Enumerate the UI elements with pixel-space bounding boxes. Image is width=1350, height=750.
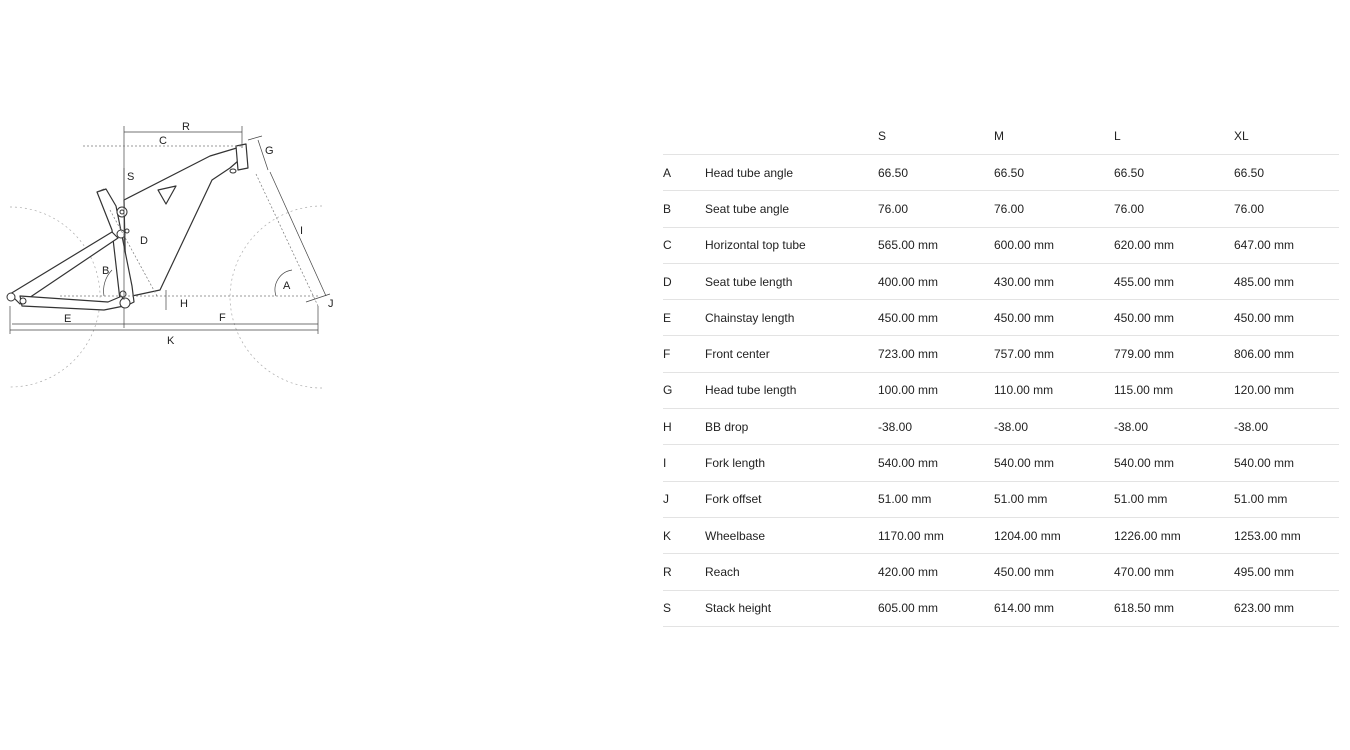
table-row [663,155,1339,191]
row-label: Fork length [705,445,878,481]
label-a: A [283,280,291,292]
cell-size-l: 115.00 mm [1114,372,1234,408]
cell-size-l: 1226.00 mm [1114,517,1234,553]
cell-size-s: 565.00 mm [878,227,994,263]
row-label: Seat tube angle [705,191,878,227]
cell-size-xl: 76.00 [1234,191,1339,227]
row-label: Fork offset [705,481,878,517]
cell-size-xl: 540.00 mm [1234,445,1339,481]
cell-size-xl: 51.00 mm [1234,481,1339,517]
cell-size-l: 470.00 mm [1114,554,1234,590]
label-g: G [265,145,274,157]
cell-size-xl: 120.00 mm [1234,372,1339,408]
cell-size-l: 618.50 mm [1114,590,1234,626]
row-letter: D [663,263,705,299]
label-e: E [64,313,72,325]
cell-size-s: 66.50 [878,155,994,191]
cell-size-xl: 806.00 mm [1234,336,1339,372]
row-label: Wheelbase [705,517,878,553]
row-label: Chainstay length [705,300,878,336]
cell-size-l: 455.00 mm [1114,263,1234,299]
row-letter: B [663,191,705,227]
row-label: Stack height [705,590,878,626]
cell-size-m: -38.00 [994,409,1114,445]
table-row [663,409,1339,445]
cell-size-l: 51.00 mm [1114,481,1234,517]
cell-size-l: -38.00 [1114,409,1234,445]
cell-size-m: 757.00 mm [994,336,1114,372]
row-label: Reach [705,554,878,590]
cell-size-m: 1204.00 mm [994,517,1114,553]
cell-size-s: 605.00 mm [878,590,994,626]
cell-size-l: 540.00 mm [1114,445,1234,481]
header-label [705,117,878,155]
label-r: R [182,121,190,133]
cell-size-xl: 495.00 mm [1234,554,1339,590]
cell-size-l: 76.00 [1114,191,1234,227]
front-wheel-arc [230,206,322,388]
row-letter: C [663,227,705,263]
label-h: H [180,298,188,310]
cell-size-m: 600.00 mm [994,227,1114,263]
table-row [663,481,1339,517]
cell-size-m: 430.00 mm [994,263,1114,299]
row-letter: G [663,372,705,408]
cell-size-xl: 647.00 mm [1234,227,1339,263]
cell-size-xl: 1253.00 mm [1234,517,1339,553]
cell-size-s: 100.00 mm [878,372,994,408]
cell-size-s: 420.00 mm [878,554,994,590]
cell-size-xl: 623.00 mm [1234,590,1339,626]
label-s: S [127,171,135,183]
header-size-l: L [1114,117,1234,155]
cell-size-s: 51.00 mm [878,481,994,517]
row-label: BB drop [705,409,878,445]
label-k: K [167,335,175,347]
label-b: B [102,265,110,277]
cell-size-m: 450.00 mm [994,554,1114,590]
row-letter: H [663,409,705,445]
cell-size-l: 66.50 [1114,155,1234,191]
cell-size-s: -38.00 [878,409,994,445]
cell-size-xl: 450.00 mm [1234,300,1339,336]
row-label: Head tube length [705,372,878,408]
row-label: Head tube angle [705,155,878,191]
cell-size-l: 779.00 mm [1114,336,1234,372]
table-header-row [663,117,1339,155]
row-letter: J [663,481,705,517]
cell-size-s: 1170.00 mm [878,517,994,553]
label-j: J [328,298,334,310]
cell-size-m: 110.00 mm [994,372,1114,408]
table-row [663,227,1339,263]
table-row [663,191,1339,227]
row-letter: A [663,155,705,191]
label-f: F [219,312,226,324]
bike-frame [7,144,248,310]
header-letter [663,117,705,155]
label-i: I [300,225,304,237]
row-label: Front center [705,336,878,372]
table-row [663,336,1339,372]
cell-size-xl: 66.50 [1234,155,1339,191]
row-letter: S [663,590,705,626]
table-row [663,300,1339,336]
row-letter: I [663,445,705,481]
geometry-table [663,117,1339,627]
cell-size-s: 450.00 mm [878,300,994,336]
cell-size-m: 51.00 mm [994,481,1114,517]
cell-size-m: 76.00 [994,191,1114,227]
label-d: D [140,235,148,247]
table-row [663,372,1339,408]
header-size-s: S [878,117,994,155]
cell-size-s: 400.00 mm [878,263,994,299]
table-row [663,517,1339,553]
table-body [663,155,1339,627]
table-row [663,554,1339,590]
cell-size-xl: -38.00 [1234,409,1339,445]
cell-size-l: 620.00 mm [1114,227,1234,263]
header-size-m: M [994,117,1114,155]
row-letter: R [663,554,705,590]
row-letter: E [663,300,705,336]
cell-size-s: 723.00 mm [878,336,994,372]
row-label: Horizontal top tube [705,227,878,263]
row-letter: F [663,336,705,372]
cell-size-m: 614.00 mm [994,590,1114,626]
table-row [663,590,1339,626]
table-row [663,445,1339,481]
cell-size-xl: 485.00 mm [1234,263,1339,299]
cell-size-s: 76.00 [878,191,994,227]
row-letter: K [663,517,705,553]
row-label: Seat tube length [705,263,878,299]
label-c: C [159,135,167,147]
header-size-xl: XL [1234,117,1339,155]
cell-size-m: 66.50 [994,155,1114,191]
cell-size-l: 450.00 mm [1114,300,1234,336]
table-row [663,263,1339,299]
cell-size-m: 540.00 mm [994,445,1114,481]
cell-size-s: 540.00 mm [878,445,994,481]
cell-size-m: 450.00 mm [994,300,1114,336]
geometry-diagram [0,110,340,400]
